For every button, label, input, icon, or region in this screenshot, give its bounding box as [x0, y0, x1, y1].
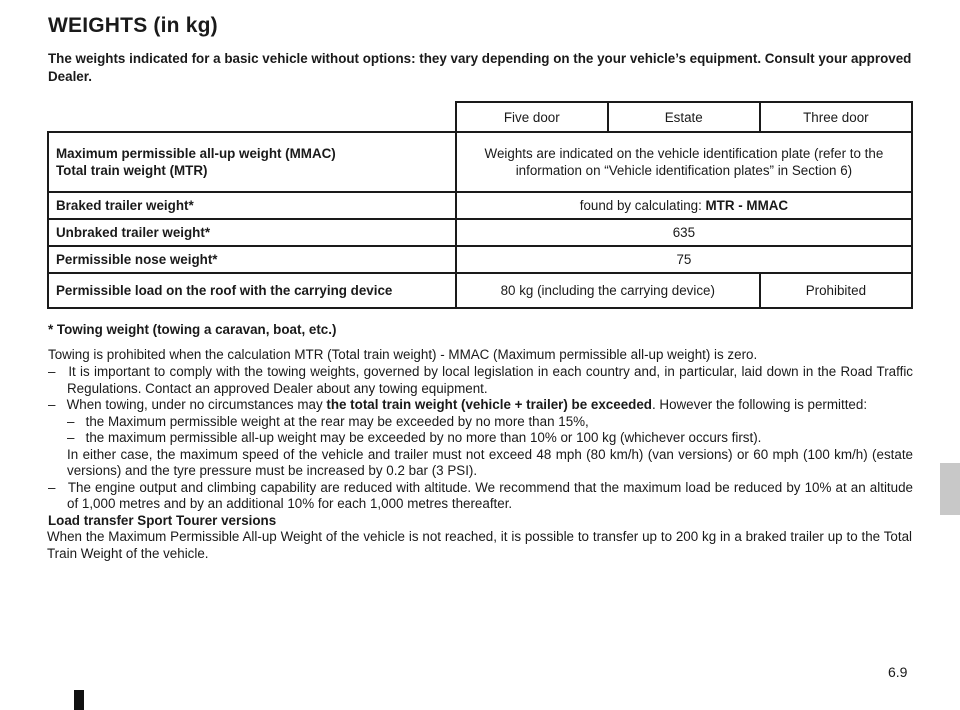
section-side-tab	[940, 463, 960, 515]
towing-prohibited-text: Towing is prohibited when the calculation MTR (Total train weight) - MMAC (Maximum permissible all-up weight) is zero.	[48, 346, 758, 362]
weights-table	[47, 101, 913, 309]
list-subitem-allup-exceed	[48, 430, 913, 447]
page-title: WEIGHTS (in kg)	[48, 14, 218, 37]
row-value-braked	[456, 192, 912, 219]
table-row-braked	[48, 192, 912, 219]
legislation-text: It is important to comply with the towing weights, governed by local legislation in each country and, in particular, laid down in the Road Traffic Regulations. Contact an approved Dealer about any towing equipment.	[67, 364, 913, 396]
sport-tourer-heading: Load transfer Sport Tourer versions	[48, 512, 277, 528]
when-towing-prefix: When towing, under no circumstances may	[66, 397, 327, 412]
dash-marker: –	[48, 364, 56, 379]
dash-marker: –	[67, 413, 75, 429]
row-value-roof-main: 80 kg (including the carrying device)	[456, 273, 760, 308]
column-header-five-door: Five door	[456, 102, 608, 132]
row-value-nose: 75	[456, 246, 912, 273]
braked-value-prefix: found by calculating:	[579, 198, 706, 213]
rear-exceed-text: the Maximum permissible weight at the rear may be exceeded by no more than 15%,	[85, 413, 589, 429]
table-corner-cell	[48, 102, 456, 132]
table-header-row	[48, 102, 912, 132]
when-towing-suffix: . However the following is permitted:	[651, 397, 868, 412]
row-value-unbraked: 635	[456, 219, 912, 246]
row-label-braked: Braked trailer weight*	[48, 192, 456, 219]
either-case-text: In either case, the maximum speed of the vehicle and trailer must not exceed 48 mph (80 km/h) (van versions) or 60 mph (100 km/h) (estate versions) and the tyre pressure must be increased by 0.2 bar (3 PSI).	[67, 446, 913, 478]
page-corner-mark	[74, 690, 84, 710]
row-value-roof-three-door: Prohibited	[760, 273, 912, 308]
row-value-mmac: Weights are indicated on the vehicle identification plate (refer to the information on “Vehicle identification plates” in Section 6)	[456, 132, 912, 192]
when-towing-bold: the total train weight (vehicle + trailer) be exceeded	[326, 397, 652, 412]
sport-tourer-text: When the Maximum Permissible All-up Weight of the vehicle is not reached, it is possible to transfer up to 200 kg in a braked trailer up to the Total Train Weight of the vehicle.	[47, 529, 912, 561]
row-label-nose: Permissible nose weight*	[48, 246, 456, 273]
column-header-estate: Estate	[608, 102, 760, 132]
table-row-roof	[48, 273, 912, 308]
table-row-mmac	[48, 132, 912, 192]
list-item-legislation	[48, 364, 913, 397]
towing-notes	[48, 322, 913, 562]
row-label-mmac	[48, 132, 456, 192]
altitude-text: The engine output and climbing capability are reduced with altitude. We recommend that the maximum load be reduced by 10% at an altitude of 1,000 metres and by an additional 10% for each 1,000 metres thereafter.	[67, 479, 913, 511]
row-label-unbraked: Unbraked trailer weight*	[48, 219, 456, 246]
list-item-when-towing	[48, 397, 913, 414]
intro-paragraph: The weights indicated for a basic vehicle without options: they vary depending on the your vehicle’s equipment. Consult your approved Dealer.	[48, 51, 912, 84]
dash-marker: –	[48, 479, 56, 495]
row-label-mmac-line1: Maximum permissible all-up weight (MMAC)	[56, 146, 336, 161]
braked-value-formula: MTR - MMAC	[705, 198, 789, 213]
allup-exceed-text: the maximum permissible all-up weight may be exceeded by no more than 10% or 100 kg (whichever occurs first).	[85, 430, 762, 445]
row-label-roof: Permissible load on the roof with the carrying device	[48, 273, 456, 308]
towing-heading: * Towing weight (towing a caravan, boat, etc.)	[48, 322, 337, 337]
list-item-altitude	[48, 480, 913, 513]
column-header-three-door: Three door	[760, 102, 912, 132]
dash-marker: –	[48, 397, 56, 412]
table-row-unbraked	[48, 219, 912, 246]
row-label-mmac-line2: Total train weight (MTR)	[56, 163, 208, 178]
list-subitem-rear-exceed	[48, 414, 913, 431]
table-row-nose	[48, 246, 912, 273]
dash-marker: –	[67, 430, 75, 445]
page-number: 6.9	[888, 664, 908, 680]
